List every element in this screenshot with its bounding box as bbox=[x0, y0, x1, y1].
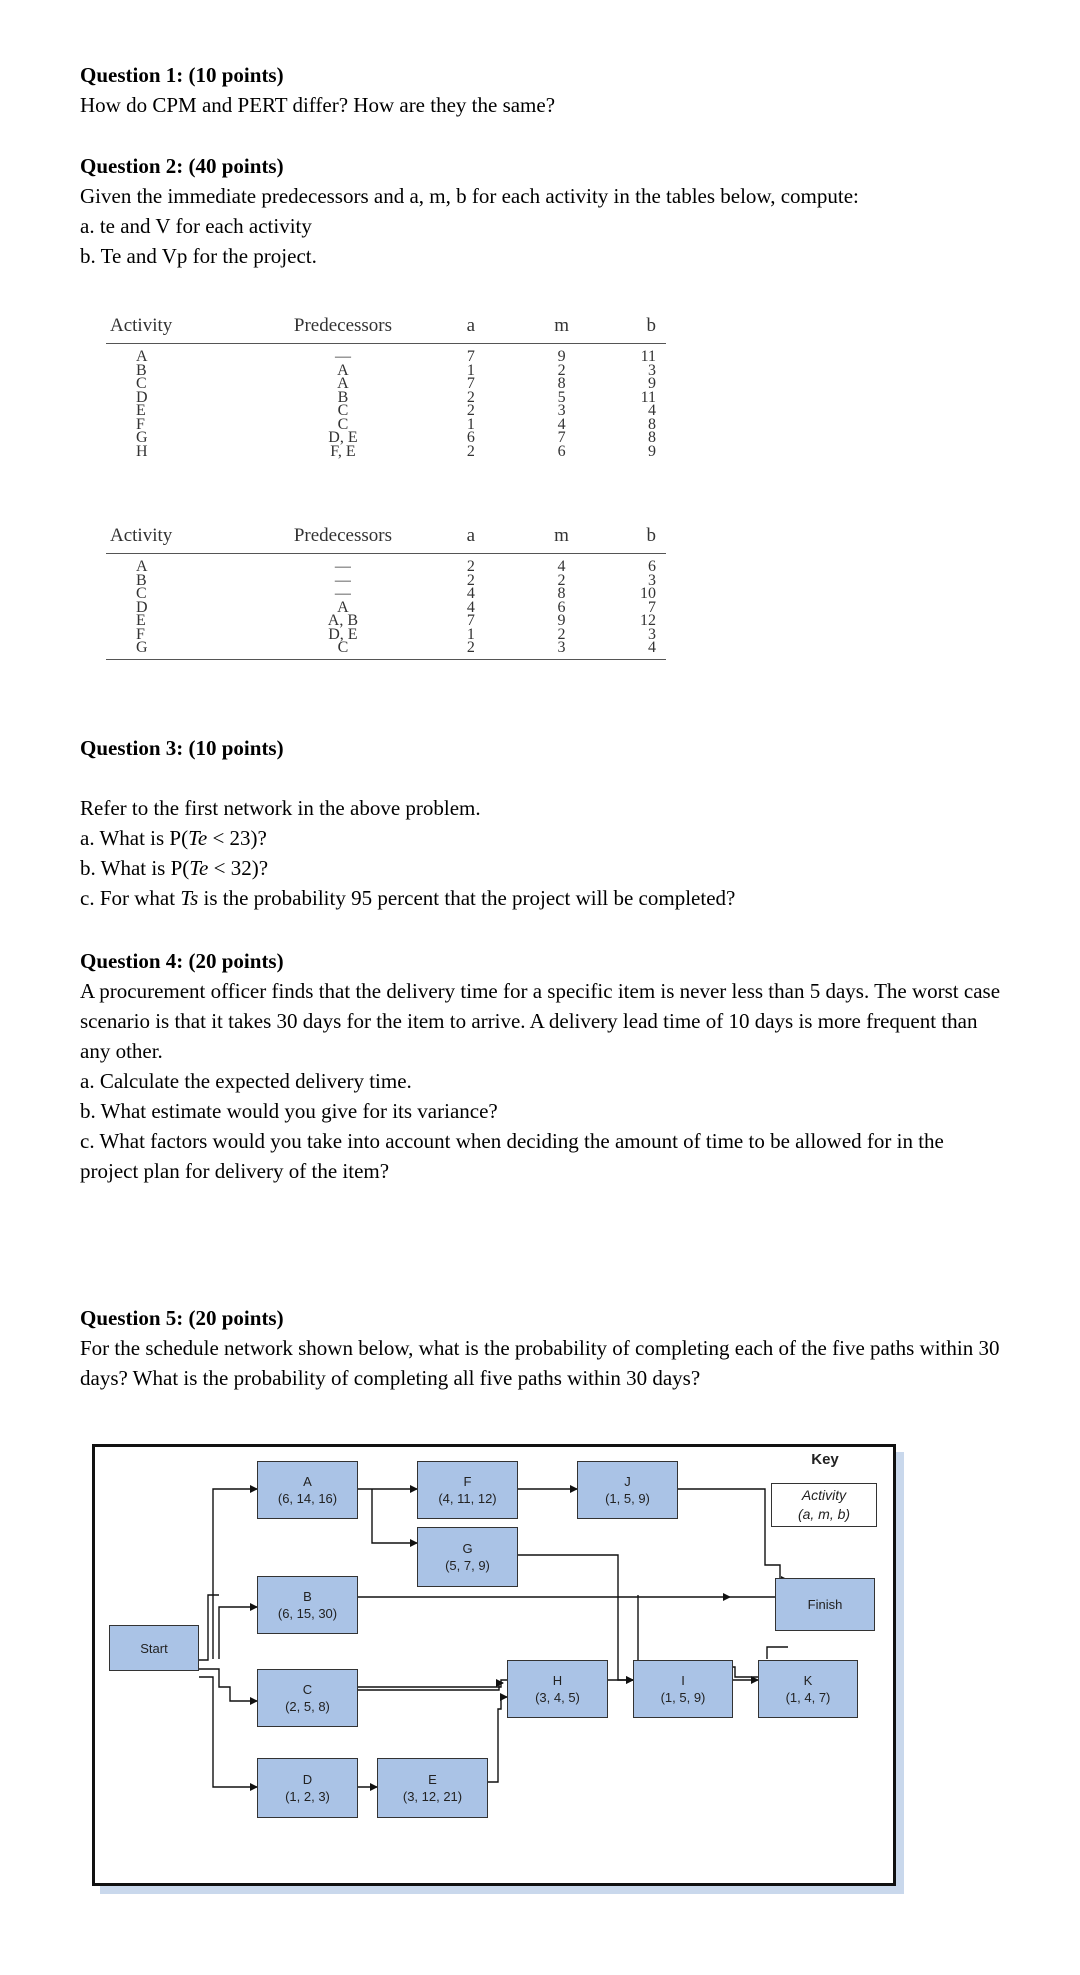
question-3-title: Question 3: (10 points) bbox=[80, 736, 284, 760]
node-h bbox=[507, 1660, 608, 1718]
question-3-line4 bbox=[80, 883, 1000, 913]
table-row bbox=[106, 587, 666, 601]
node-label: Finish bbox=[807, 1597, 843, 1612]
column-header: Predecessors bbox=[271, 309, 414, 344]
variable: Te bbox=[189, 856, 209, 880]
question-2-line2: a. te and V for each activity bbox=[80, 214, 312, 238]
table-cell: 11 bbox=[640, 388, 656, 406]
table-row bbox=[106, 344, 666, 364]
question-3-line2 bbox=[80, 823, 1000, 853]
question-1-text: How do CPM and PERT differ? How are they the same? bbox=[80, 93, 556, 117]
connector-start-b bbox=[199, 1595, 219, 1660]
question-4-part-b: b. What estimate would you give for its variance? bbox=[80, 1099, 498, 1123]
table-cell: 3 bbox=[557, 402, 566, 419]
table-cell: 10 bbox=[640, 585, 656, 602]
text-fragment: is the probability 95 percent that the project will be completed? bbox=[198, 886, 736, 910]
table-cell: A bbox=[337, 375, 349, 392]
table-cell: 4 bbox=[648, 402, 656, 419]
node-name: G bbox=[462, 1541, 473, 1556]
table-cell: C bbox=[337, 639, 349, 656]
connector-start-d bbox=[199, 1677, 257, 1787]
table-cell: B bbox=[136, 571, 147, 589]
activity-table-1 bbox=[106, 309, 666, 462]
node-f bbox=[417, 1461, 518, 1519]
node-e bbox=[377, 1758, 488, 1818]
variable: Te bbox=[188, 826, 208, 850]
table-cell: 2 bbox=[557, 625, 566, 643]
table-cell: 4 bbox=[466, 585, 475, 602]
node-estimate: (1, 5, 9) bbox=[660, 1690, 706, 1705]
column-header: b bbox=[606, 519, 666, 554]
table-cell: 4 bbox=[648, 639, 656, 656]
connector-e-h bbox=[488, 1697, 507, 1782]
node-b bbox=[257, 1576, 358, 1634]
table-cell: E bbox=[136, 402, 146, 419]
table-row bbox=[106, 554, 666, 574]
table-cell: 2 bbox=[557, 571, 566, 589]
question-2-line3: b. Te and Vp for the project. bbox=[80, 244, 317, 268]
table-cell: D bbox=[136, 388, 148, 406]
text-fragment: a. What is P( bbox=[80, 826, 189, 850]
table-header-row bbox=[106, 309, 666, 344]
question-1 bbox=[80, 60, 1000, 120]
table-cell: 12 bbox=[640, 612, 656, 629]
question-3-body bbox=[80, 793, 1000, 913]
text-fragment: b. What is P( bbox=[80, 856, 190, 880]
table-row bbox=[106, 377, 666, 391]
table-row bbox=[106, 445, 666, 463]
node-estimate: (4, 11, 12) bbox=[438, 1491, 497, 1506]
column-header: Activity bbox=[106, 519, 271, 554]
node-finish bbox=[775, 1578, 875, 1631]
table-cell: 2 bbox=[466, 402, 475, 419]
table-cell: B bbox=[136, 361, 147, 379]
column-header: Activity bbox=[106, 309, 271, 344]
table-cell: 2 bbox=[466, 558, 475, 575]
table-cell: E bbox=[136, 612, 146, 629]
column-header: a bbox=[415, 519, 518, 554]
node-g bbox=[417, 1527, 518, 1587]
key-legend-box bbox=[771, 1483, 877, 1527]
question-3-line1: Refer to the first network in the above problem. bbox=[80, 796, 481, 820]
table-row bbox=[106, 404, 666, 418]
table-cell: 4 bbox=[466, 598, 475, 616]
variable: Ts bbox=[180, 886, 199, 910]
connector-c-h bbox=[358, 1680, 507, 1687]
question-2 bbox=[80, 151, 1000, 271]
question-2-line1: Given the immediate predecessors and a, m, b for each activity in the tables below, compute: bbox=[80, 184, 859, 208]
connector-start-c bbox=[199, 1669, 257, 1701]
table-cell: 6 bbox=[557, 442, 566, 460]
table-row bbox=[106, 601, 666, 615]
node-d bbox=[257, 1758, 358, 1818]
table-row bbox=[106, 431, 666, 445]
node-name: H bbox=[552, 1673, 563, 1688]
table-cell: C bbox=[337, 415, 349, 433]
table-cell: 9 bbox=[557, 612, 566, 629]
text-fragment: < 23)? bbox=[207, 826, 267, 850]
table-cell: 7 bbox=[557, 429, 566, 446]
table-cell: F bbox=[136, 625, 145, 643]
node-estimate: (1, 2, 3) bbox=[285, 1789, 330, 1804]
table-cell: 2 bbox=[466, 388, 475, 406]
table-cell: — bbox=[334, 558, 351, 575]
table-cell: 7 bbox=[648, 598, 656, 616]
node-estimate: (3, 12, 21) bbox=[402, 1789, 463, 1804]
table-cell: G bbox=[136, 429, 148, 446]
table-cell: 1 bbox=[466, 625, 475, 643]
table-cell: 4 bbox=[557, 558, 566, 575]
table-cell: A, B bbox=[327, 612, 359, 629]
column-header: m bbox=[517, 309, 606, 344]
table-row bbox=[106, 628, 666, 642]
table-cell: 3 bbox=[557, 639, 566, 656]
table-cell: 8 bbox=[648, 429, 656, 446]
table-cell: 11 bbox=[640, 348, 656, 365]
question-2-title: Question 2: (40 points) bbox=[80, 154, 284, 178]
connector-a-g bbox=[372, 1489, 417, 1543]
column-header: b bbox=[606, 309, 666, 344]
table-cell: 2 bbox=[466, 571, 475, 589]
column-header: m bbox=[517, 519, 606, 554]
question-4-title: Question 4: (20 points) bbox=[80, 949, 284, 973]
table-cell: 4 bbox=[557, 415, 566, 433]
table-row bbox=[106, 641, 666, 659]
node-k bbox=[758, 1660, 858, 1718]
table-cell: 2 bbox=[557, 361, 566, 379]
table-cell: F, E bbox=[330, 442, 356, 460]
node-name: D bbox=[302, 1772, 313, 1787]
table-cell: — bbox=[334, 585, 351, 602]
node-name: C bbox=[302, 1682, 313, 1697]
table-cell: 3 bbox=[648, 571, 656, 589]
schedule-network-diagram bbox=[92, 1444, 896, 1886]
table-cell: A bbox=[337, 598, 349, 616]
column-header: Predecessors bbox=[271, 519, 414, 554]
table-cell: A bbox=[337, 361, 349, 379]
table-cell: 7 bbox=[466, 348, 475, 365]
node-c bbox=[257, 1669, 358, 1727]
table-cell: 1 bbox=[466, 415, 475, 433]
table-cell: D, E bbox=[328, 429, 358, 446]
question-1-title: Question 1: (10 points) bbox=[80, 63, 284, 87]
table-cell: F bbox=[136, 415, 145, 433]
activity-table-2 bbox=[106, 519, 666, 660]
column-header: a bbox=[415, 309, 518, 344]
table-cell: 9 bbox=[648, 375, 656, 392]
question-5 bbox=[80, 1303, 1000, 1393]
table-header-row bbox=[106, 519, 666, 554]
table-row bbox=[106, 614, 666, 628]
table-cell: 8 bbox=[557, 375, 566, 392]
node-estimate: (2, 5, 8) bbox=[285, 1699, 330, 1714]
node-name: F bbox=[463, 1474, 472, 1489]
text-fragment: c. For what bbox=[80, 886, 181, 910]
table-cell: 2 bbox=[466, 639, 475, 656]
table-cell: 5 bbox=[557, 388, 566, 406]
table-cell: 3 bbox=[648, 361, 656, 379]
node-estimate: (5, 7, 9) bbox=[445, 1558, 490, 1573]
node-name: I bbox=[681, 1673, 685, 1688]
table-cell: — bbox=[334, 571, 351, 589]
table-cell: D, E bbox=[328, 625, 358, 643]
table-row bbox=[106, 391, 666, 405]
table-cell: 9 bbox=[557, 348, 566, 365]
table-cell: 6 bbox=[557, 598, 566, 616]
question-4-part-c: c. What factors would you take into account when deciding the amount of time to be allowed for in the project plan for delivery of the item? bbox=[80, 1129, 944, 1183]
table-cell: 3 bbox=[648, 625, 656, 643]
key-line-1: Activity bbox=[801, 1487, 847, 1503]
table-cell: C bbox=[136, 375, 147, 392]
question-3 bbox=[80, 733, 1000, 763]
table-cell: H bbox=[136, 442, 148, 460]
table-cell: D bbox=[136, 598, 148, 616]
node-i bbox=[633, 1660, 733, 1718]
key-line-2: (a, m, b) bbox=[797, 1506, 851, 1522]
question-5-paragraph: For the schedule network shown below, what is the probability of completing each of the five paths within 30 days? What is the probability of completing all five paths within 30 days? bbox=[80, 1336, 1000, 1390]
table-cell: 9 bbox=[648, 442, 656, 460]
node-estimate: (1, 4, 7) bbox=[785, 1690, 831, 1705]
table-cell: 8 bbox=[557, 585, 566, 602]
node-a bbox=[257, 1461, 358, 1519]
node-name: A bbox=[303, 1474, 312, 1489]
node-name: J bbox=[624, 1474, 631, 1489]
table-row bbox=[106, 418, 666, 432]
node-name: B bbox=[303, 1589, 312, 1604]
table-cell: 2 bbox=[466, 442, 475, 460]
table-cell: 6 bbox=[466, 429, 475, 446]
question-4-part-a: a. Calculate the expected delivery time. bbox=[80, 1069, 412, 1093]
table-cell: A bbox=[136, 558, 148, 575]
node-j bbox=[577, 1461, 678, 1519]
table-cell: 8 bbox=[648, 415, 656, 433]
table-row bbox=[106, 364, 666, 378]
table-cell: — bbox=[334, 348, 351, 365]
table-cell: 7 bbox=[466, 612, 475, 629]
table-cell: A bbox=[136, 348, 148, 365]
node-name: K bbox=[803, 1673, 813, 1688]
table-cell: B bbox=[337, 388, 349, 406]
node-start bbox=[109, 1625, 199, 1671]
question-4-paragraph: A procurement officer finds that the delivery time for a specific item is never less than 5 days. The worst case scenario is that it takes 30 days for the item to arrive. A delivery lead time of 10 days is more frequent than any other. bbox=[80, 979, 1001, 1063]
node-estimate: (3, 4, 5) bbox=[535, 1690, 580, 1705]
table-cell: C bbox=[136, 585, 147, 602]
node-estimate: (6, 14, 16) bbox=[277, 1491, 338, 1506]
key-title: Key bbox=[811, 1451, 839, 1468]
table-cell: 7 bbox=[466, 375, 475, 392]
table-cell: 6 bbox=[648, 558, 656, 575]
node-label: Start bbox=[140, 1640, 168, 1656]
table-cell: G bbox=[136, 639, 148, 656]
text-fragment: < 32)? bbox=[208, 856, 269, 880]
table-row bbox=[106, 574, 666, 588]
table-cell: C bbox=[337, 402, 349, 419]
question-4 bbox=[80, 946, 1000, 1186]
question-3-line3 bbox=[80, 853, 1000, 883]
node-estimate: (1, 5, 9) bbox=[605, 1491, 650, 1506]
node-estimate: (6, 15, 30) bbox=[277, 1606, 338, 1621]
node-name: E bbox=[428, 1772, 437, 1787]
table-cell: 1 bbox=[466, 361, 475, 379]
question-5-title: Question 5: (20 points) bbox=[80, 1306, 284, 1330]
